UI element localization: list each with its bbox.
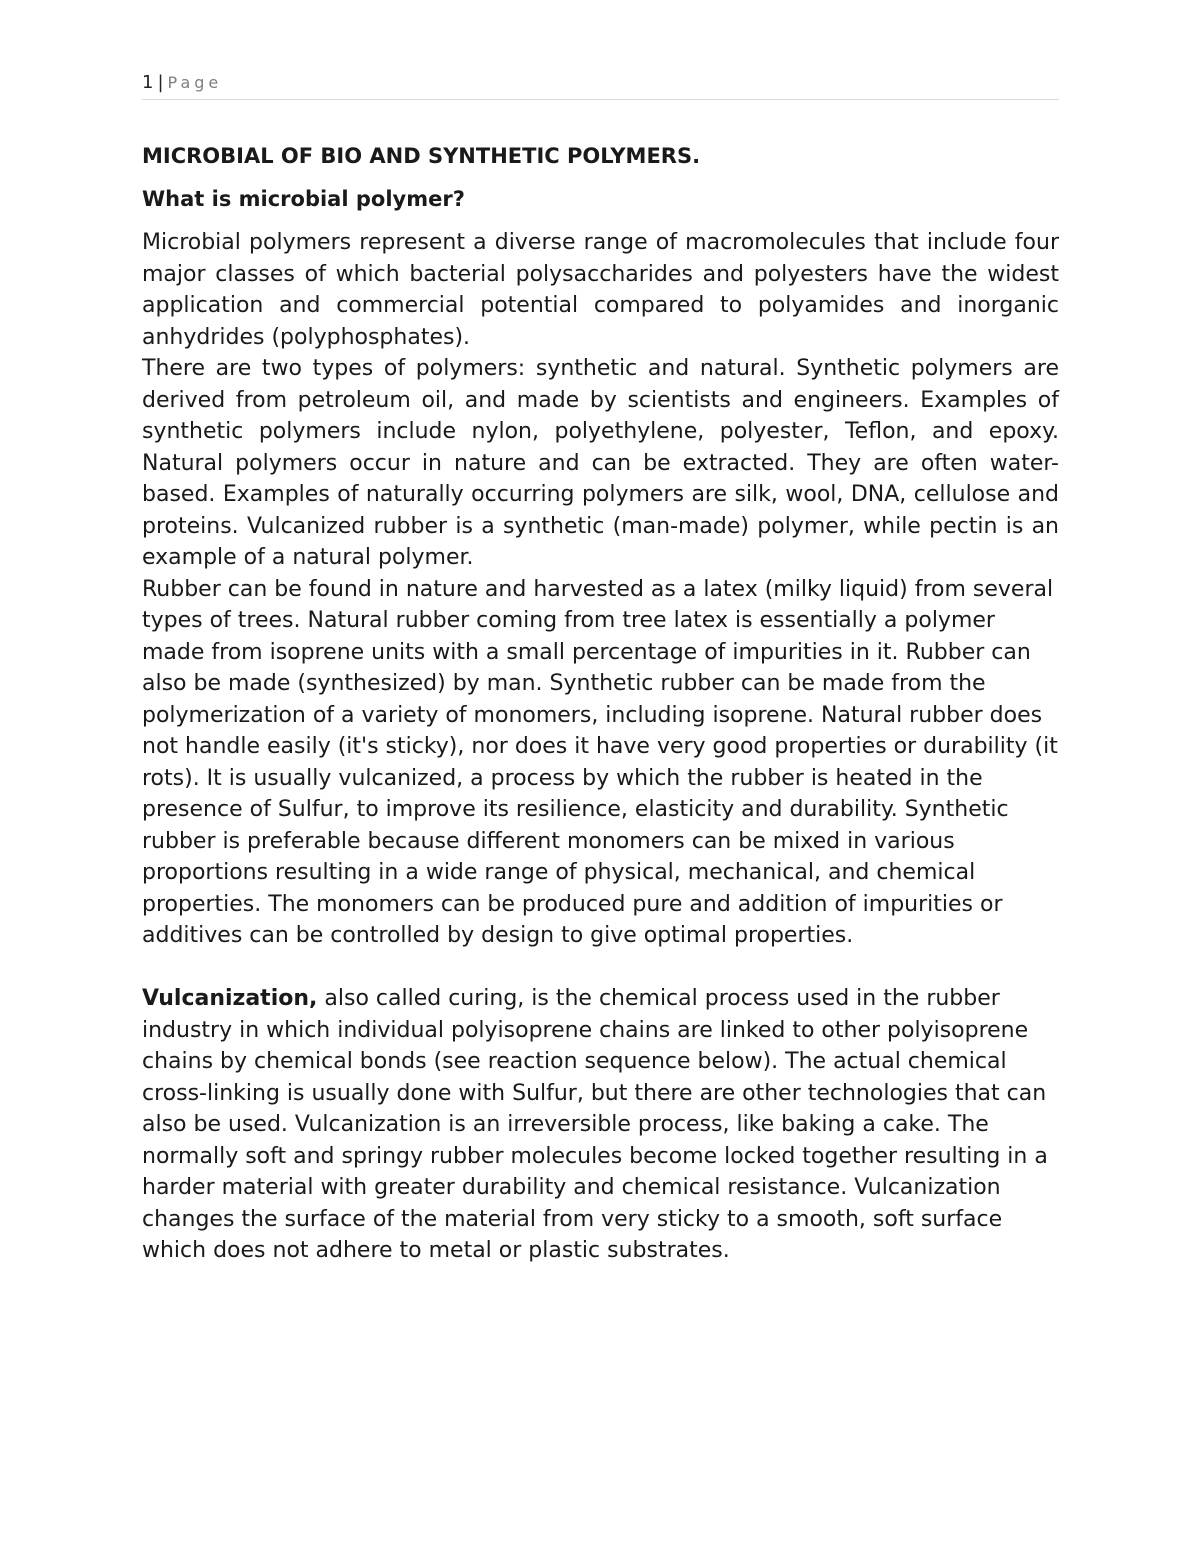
page-header (142, 70, 1059, 100)
section-heading: What is microbial polymer? (142, 187, 465, 211)
paragraph-microbial-polymers: Microbial polymers represent a diverse range of macromolecules that include four major classes of which bacterial polysaccharides and polyesters have the widest application and commercial potential compared to polyamides and inorganic anhydrides (polyphosphates). (142, 230, 1059, 350)
paragraph-rubber: Rubber can be found in nature and harvested as a latex (milky liquid) from several types of trees. Natural rubber coming from tree latex is essentially a polymer made from isoprene units with a small percentage of impurities in it. Rubber can also be made (synthesized) by man. Synthetic rubber can be made from the polymerization of a variety of monomers, including isoprene. Natural rubber does not handle easily (it's sticky), nor does it have very good properties or durability (it rots). It is usually vulcanized, a process by which the rubber is heated in the presence of Sulfur, to improve its resilience, elasticity and durability. Synthetic rubber is preferable because different monomers can be mixed in various proportions resulting in a wide range of physical, mechanical, and chemical properties. The monomers can be produced pure and addition of impurities or additives can be controlled by design to give optimal properties. (142, 576, 1058, 948)
paragraph-vulcanization (142, 983, 1059, 1267)
blank-line (142, 952, 1059, 984)
vulcanization-term: Vulcanization, (142, 986, 318, 1011)
page-label: Page (167, 73, 223, 92)
vulcanization-text: also called curing, is the chemical process used in the rubber industry in which individual polyisoprene chains are linked to other polyisoprene chains by chemical bonds (see reaction sequence below). The actual chemical cross-linking is usually done with Sulfur, but there are other technologies that can also be used. Vulcanization is an irreversible process, like baking a cake. The normally soft and springy rubber molecules become locked together resulting in a harder material with greater durability and chemical resistance. Vulcanization changes the surface of the material from very sticky to a smooth, soft surface which does not adhere to metal or plastic substrates. (142, 986, 1048, 1263)
page-separator: | (157, 72, 164, 93)
document-body (142, 141, 1059, 1267)
page-number: 1 (142, 72, 154, 93)
paragraph-polymer-types: There are two types of polymers: synthetic and natural. Synthetic polymers are derived from petroleum oil, and made by scientists and engineers. Examples of synthetic polymers include nylon, polyethylene, polyester, Teflon, and epoxy. Natural polymers occur in nature and can be extracted. They are often water-based. Examples of naturally occurring polymers are silk, wool, DNA, cellulose and proteins. Vulcanized rubber is a synthetic (man-made) polymer, while pectin is an example of a natural polymer. (142, 356, 1059, 570)
document-title: MICROBIAL OF BIO AND SYNTHETIC POLYMERS. (142, 144, 701, 168)
